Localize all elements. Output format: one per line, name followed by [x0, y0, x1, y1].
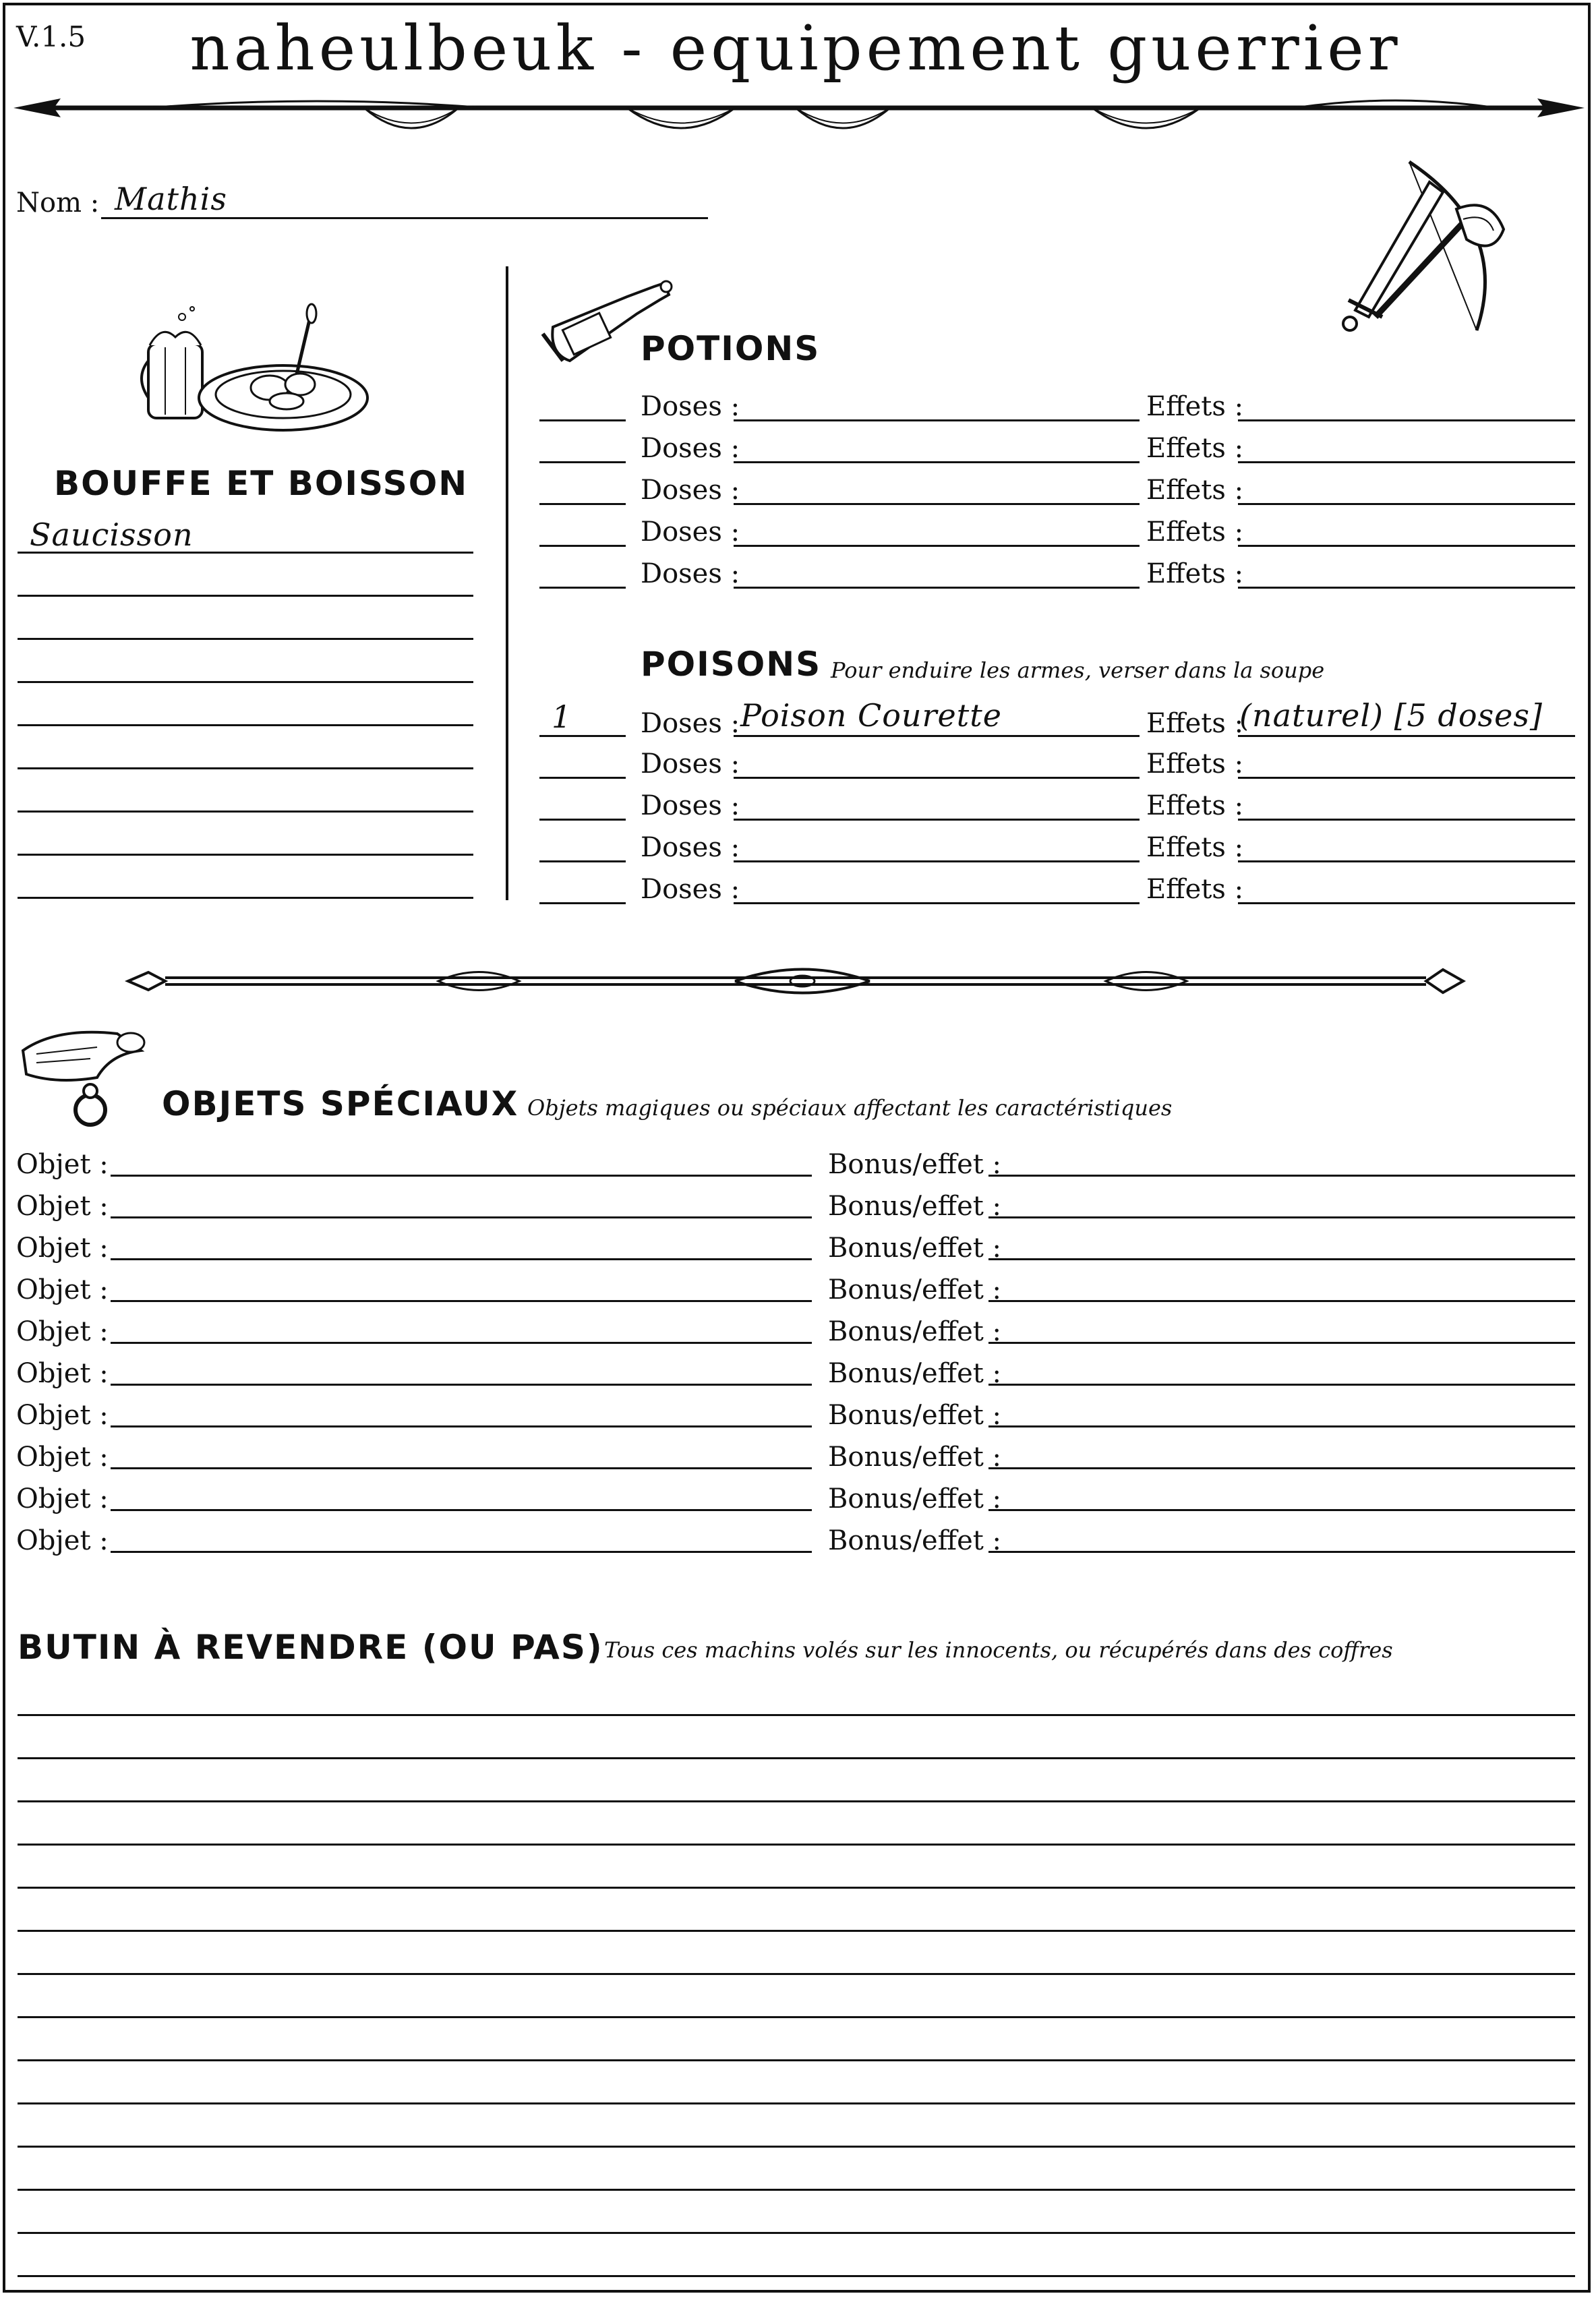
potion-doses-label-2: Doses :	[641, 433, 740, 464]
bonus-line-5[interactable]	[988, 1342, 1575, 1344]
poison-doses-value-1[interactable]: Poison Courette	[740, 697, 1002, 734]
objet-label-9: Objet :	[16, 1483, 109, 1514]
objet-label-4: Objet :	[16, 1274, 109, 1305]
scroll-ring-icon	[16, 1024, 158, 1131]
objet-line-5[interactable]	[111, 1342, 812, 1344]
bonus-line-4[interactable]	[988, 1300, 1575, 1302]
bonus-label-3: Bonus/effet :	[828, 1233, 1002, 1264]
poison-qty-line-4[interactable]	[539, 860, 626, 862]
butin-line-4[interactable]	[18, 1844, 1575, 1846]
poison-qty-line-1[interactable]	[539, 735, 626, 737]
bonus-label-6: Bonus/effet :	[828, 1358, 1002, 1389]
potion-effets-label-5: Effets :	[1146, 558, 1244, 589]
poison-effets-line-4[interactable]	[1238, 860, 1575, 862]
poison-effets-label-2: Effets :	[1146, 748, 1244, 779]
nom-field-line[interactable]	[101, 217, 708, 219]
crossed-weapons-icon	[1328, 155, 1524, 337]
potion-doses-label-4: Doses :	[641, 517, 740, 548]
objet-line-1[interactable]	[111, 1175, 812, 1177]
poison-doses-line-5[interactable]	[734, 902, 1140, 904]
bouffe-line-3[interactable]	[18, 638, 473, 640]
page-title: naheulbeuk - equipement guerrier	[189, 12, 1402, 84]
poison-qty-line-5[interactable]	[539, 902, 626, 904]
potion-doses-label-1: Doses :	[641, 391, 740, 422]
bonus-line-9[interactable]	[988, 1509, 1575, 1511]
potion-effets-label-3: Effets :	[1146, 475, 1244, 506]
bouffe-line-9[interactable]	[18, 897, 473, 899]
butin-heading: BUTIN À REVENDRE (OU PAS)	[18, 1628, 603, 1667]
poisons-heading: POISONS	[641, 645, 822, 684]
poison-doses-line-3[interactable]	[734, 819, 1140, 821]
potion-doses-line-4[interactable]	[734, 545, 1140, 547]
poison-qty-line-3[interactable]	[539, 819, 626, 821]
poison-effets-line-5[interactable]	[1238, 902, 1575, 904]
poison-doses-label-1: Doses :	[641, 708, 740, 739]
food-drink-icon	[135, 303, 378, 438]
poison-doses-label-2: Doses :	[641, 748, 740, 779]
poison-effets-line-1[interactable]	[1238, 735, 1575, 737]
potion-effets-line-3[interactable]	[1238, 503, 1575, 505]
poison-effets-value-1[interactable]: (naturel) [5 doses]	[1239, 697, 1543, 734]
bonus-label-4: Bonus/effet :	[828, 1274, 1002, 1305]
bonus-line-7[interactable]	[988, 1425, 1575, 1427]
poison-effets-label-5: Effets :	[1146, 874, 1244, 905]
bonus-label-1: Bonus/effet :	[828, 1149, 1002, 1180]
bouffe-line-5[interactable]	[18, 724, 473, 726]
butin-line-11[interactable]	[18, 2146, 1575, 2148]
objet-line-9[interactable]	[111, 1509, 812, 1511]
butin-line-1[interactable]	[18, 1714, 1575, 1716]
bonus-line-10[interactable]	[988, 1551, 1575, 1553]
poison-doses-line-4[interactable]	[734, 860, 1140, 862]
butin-line-3[interactable]	[18, 1800, 1575, 1802]
butin-subtitle: Tous ces machins volés sur les innocents, ou récupérés dans des coffres	[604, 1637, 1393, 1663]
poison-qty-value-1[interactable]: 1	[552, 699, 572, 735]
bonus-label-10: Bonus/effet :	[828, 1525, 1002, 1556]
nom-value[interactable]: Mathis	[115, 181, 227, 217]
objet-label-1: Objet :	[16, 1149, 109, 1180]
spear-divider-ornament	[13, 88, 1585, 148]
poison-doses-line-2[interactable]	[734, 777, 1140, 779]
objet-label-5: Objet :	[16, 1316, 109, 1347]
nom-label: Nom :	[16, 187, 100, 218]
potion-effets-label-4: Effets :	[1146, 517, 1244, 548]
objet-line-10[interactable]	[111, 1551, 812, 1553]
bouffe-heading: BOUFFE ET BOISSON	[54, 464, 469, 503]
bonus-label-8: Bonus/effet :	[828, 1442, 1002, 1473]
poison-doses-label-4: Doses :	[641, 832, 740, 863]
potion-qty-line-5[interactable]	[539, 587, 626, 589]
potion-effets-label-2: Effets :	[1146, 433, 1244, 464]
butin-line-2[interactable]	[18, 1757, 1575, 1759]
potion-doses-line-5[interactable]	[734, 587, 1140, 589]
potion-effets-label-1: Effets :	[1146, 391, 1244, 422]
potion-doses-line-2[interactable]	[734, 461, 1140, 463]
bouffe-entry-1[interactable]: Saucisson	[30, 517, 194, 553]
potion-qty-line-3[interactable]	[539, 503, 626, 505]
potion-qty-line-4[interactable]	[539, 545, 626, 547]
objet-line-2[interactable]	[111, 1216, 812, 1218]
potion-qty-line-2[interactable]	[539, 461, 626, 463]
bouffe-line-4[interactable]	[18, 681, 473, 683]
bouffe-line-1[interactable]	[18, 552, 473, 554]
poisons-subtitle: Pour enduire les armes, verser dans la soupe	[831, 657, 1325, 683]
butin-line-8[interactable]	[18, 2016, 1575, 2018]
butin-line-12[interactable]	[18, 2189, 1575, 2191]
poison-doses-label-5: Doses :	[641, 874, 740, 905]
objets-subtitle: Objets magiques ou spéciaux affectant les caractéristiques	[527, 1095, 1173, 1121]
staff-divider-ornament	[128, 958, 1463, 1005]
poison-qty-line-2[interactable]	[539, 777, 626, 779]
objet-line-7[interactable]	[111, 1425, 812, 1427]
objet-label-7: Objet :	[16, 1400, 109, 1431]
bouffe-line-7[interactable]	[18, 811, 473, 813]
poison-effets-label-3: Effets :	[1146, 790, 1244, 821]
version-label: V.1.5	[16, 20, 86, 53]
potion-effets-line-1[interactable]	[1238, 419, 1575, 421]
objet-label-6: Objet :	[16, 1358, 109, 1389]
potion-effets-line-5[interactable]	[1238, 587, 1575, 589]
bouffe-line-2[interactable]	[18, 595, 473, 597]
bonus-line-6[interactable]	[988, 1384, 1575, 1386]
butin-line-10[interactable]	[18, 2102, 1575, 2104]
objet-label-3: Objet :	[16, 1233, 109, 1264]
butin-line-7[interactable]	[18, 1973, 1575, 1975]
butin-line-9[interactable]	[18, 2059, 1575, 2061]
butin-line-5[interactable]	[18, 1887, 1575, 1889]
bonus-label-5: Bonus/effet :	[828, 1316, 1002, 1347]
potion-doses-line-3[interactable]	[734, 503, 1140, 505]
objet-label-2: Objet :	[16, 1191, 109, 1222]
poison-effets-label-4: Effets :	[1146, 832, 1244, 863]
potion-effets-line-4[interactable]	[1238, 545, 1575, 547]
column-divider	[506, 266, 508, 900]
objet-line-3[interactable]	[111, 1258, 812, 1260]
objet-line-4[interactable]	[111, 1300, 812, 1302]
butin-line-13[interactable]	[18, 2232, 1575, 2234]
butin-line-6[interactable]	[18, 1930, 1575, 1932]
potion-doses-label-5: Doses :	[641, 558, 740, 589]
bonus-label-7: Bonus/effet :	[828, 1400, 1002, 1431]
objet-label-10: Objet :	[16, 1525, 109, 1556]
poison-effets-label-1: Effets :	[1146, 708, 1244, 739]
bonus-label-9: Bonus/effet :	[828, 1483, 1002, 1514]
poison-effets-line-2[interactable]	[1238, 777, 1575, 779]
objet-label-8: Objet :	[16, 1442, 109, 1473]
potion-doses-line-1[interactable]	[734, 419, 1140, 421]
butin-line-14[interactable]	[18, 2275, 1575, 2277]
bonus-line-8[interactable]	[988, 1467, 1575, 1469]
bonus-line-3[interactable]	[988, 1258, 1575, 1260]
objet-line-8[interactable]	[111, 1467, 812, 1469]
objet-line-6[interactable]	[111, 1384, 812, 1386]
bouffe-line-8[interactable]	[18, 854, 473, 856]
poison-effets-line-3[interactable]	[1238, 819, 1575, 821]
potion-doses-label-3: Doses :	[641, 475, 740, 506]
potion-qty-line-1[interactable]	[539, 419, 626, 421]
poison-doses-line-1[interactable]	[734, 735, 1140, 737]
bouffe-line-6[interactable]	[18, 767, 473, 769]
poison-doses-label-3: Doses :	[641, 790, 740, 821]
potions-heading: POTIONS	[641, 329, 821, 368]
bonus-line-2[interactable]	[988, 1216, 1575, 1218]
objets-heading: OBJETS SPÉCIAUX	[162, 1084, 519, 1123]
potion-effets-line-2[interactable]	[1238, 461, 1575, 463]
bonus-label-2: Bonus/effet :	[828, 1191, 1002, 1222]
bonus-line-1[interactable]	[988, 1175, 1575, 1177]
